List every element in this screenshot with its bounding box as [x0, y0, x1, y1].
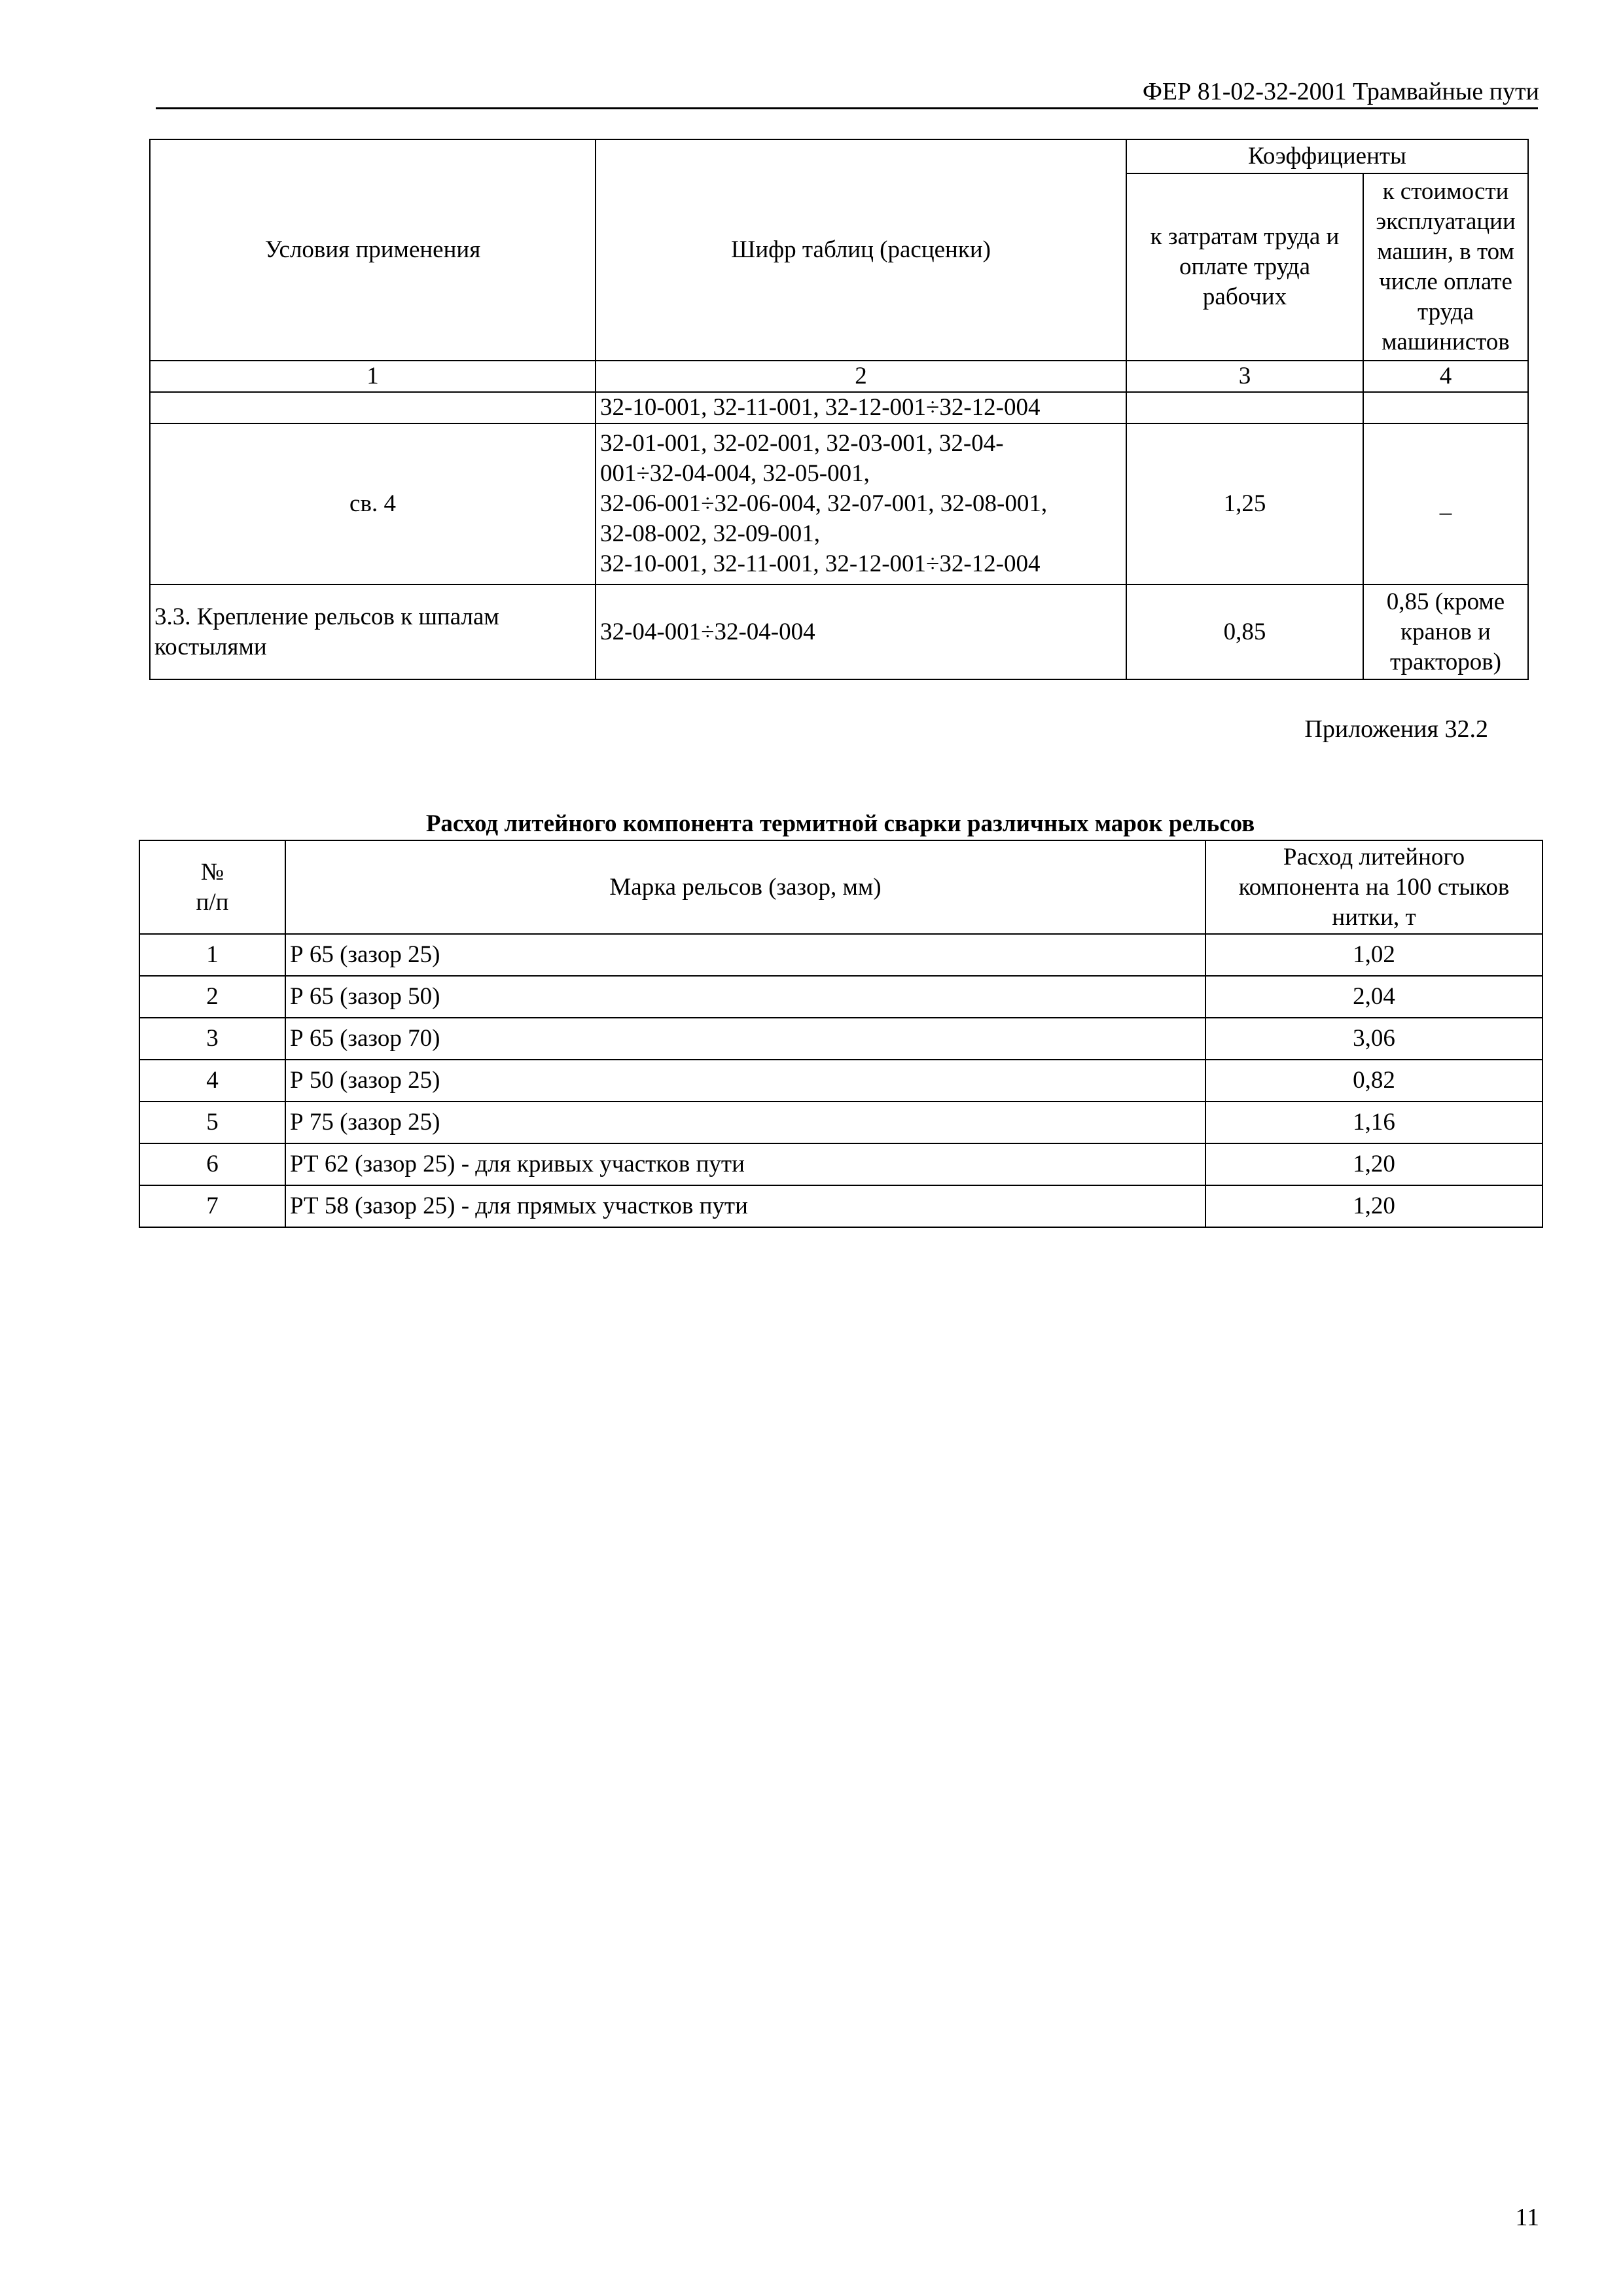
cell-rail-grade: Р 50 (зазор 25) — [285, 1060, 1205, 1102]
header-labor-coefficient — [1126, 173, 1363, 361]
header-row-number — [139, 840, 285, 934]
cell-rail-grade: Р 65 (зазор 25) — [285, 934, 1205, 976]
machines-line: тракторов) — [1389, 648, 1501, 675]
appendix-label: Приложения 32.2 — [1304, 715, 1488, 743]
table-row — [139, 1102, 1543, 1143]
cell-row-number: 2 — [139, 976, 285, 1018]
rail-consumption-table — [139, 840, 1543, 1228]
machines-line: 0,85 (кроме — [1386, 588, 1505, 615]
cell-table-code — [596, 423, 1126, 584]
cell-row-number: 1 — [139, 934, 285, 976]
table-row — [139, 934, 1543, 976]
cell-table-code — [596, 392, 1126, 423]
cell-machines-coefficient — [1363, 584, 1528, 679]
header-consumption — [1205, 840, 1543, 934]
cell-rail-grade: Р 65 (зазор 50) — [285, 976, 1205, 1018]
cell-row-number: 3 — [139, 1018, 285, 1060]
header-number-line: № — [200, 858, 224, 886]
header-consumption-line: нитки, т — [1332, 903, 1416, 931]
rail-table-caption: Расход литейного компонента термитной сварки различных марок рельсов — [425, 810, 1255, 837]
header-conditions: Условия применения — [150, 139, 596, 361]
table-row — [150, 584, 1528, 679]
cell-machines-coefficient — [1363, 392, 1528, 423]
code-line: 32-10-001, 32-11-001, 32-12-001÷32-12-004 — [600, 394, 1041, 421]
cell-labor-coefficient: 1,25 — [1126, 423, 1363, 584]
conditions-line: 3.3. Крепление рельсов к шпалам — [154, 603, 499, 630]
table-row — [139, 976, 1543, 1018]
cell-consumption: 3,06 — [1205, 1018, 1543, 1060]
header-coefficients: Коэффициенты — [1126, 139, 1528, 173]
cell-consumption: 1,02 — [1205, 934, 1543, 976]
page-number: 11 — [1515, 2204, 1539, 2231]
table-row — [139, 1143, 1543, 1185]
header-labor-line: рабочих — [1202, 283, 1287, 310]
document-header-title: ФЕР 81-02-32-2001 Трамвайные пути — [1142, 78, 1539, 105]
cell-conditions — [150, 423, 596, 584]
header-consumption-line: компонента на 100 стыков — [1238, 873, 1510, 901]
cell-consumption: 1,20 — [1205, 1185, 1543, 1227]
code-line: 32-04-001÷32-04-004 — [600, 618, 815, 645]
cell-row-number: 5 — [139, 1102, 285, 1143]
cell-labor-coefficient — [1126, 392, 1363, 423]
cell-conditions — [150, 584, 596, 679]
table-row — [150, 392, 1528, 423]
header-number-line: п/п — [196, 888, 229, 916]
cell-consumption: 2,04 — [1205, 976, 1543, 1018]
column-number: 1 — [150, 361, 596, 392]
cell-rail-grade: РТ 58 (зазор 25) - для прямых участков пути — [285, 1185, 1205, 1227]
machines-line: кранов и — [1400, 618, 1491, 645]
cell-consumption: 1,16 — [1205, 1102, 1543, 1143]
header-rail-grade: Марка рельсов (зазор, мм) — [285, 840, 1205, 934]
table-row — [139, 1185, 1543, 1227]
conditions-line: св. 4 — [349, 490, 396, 517]
cell-conditions — [150, 392, 596, 423]
header-labor-line: к затратам труда и — [1150, 223, 1340, 250]
code-line: 001÷32-04-004, 32-05-001, — [600, 460, 870, 487]
table-row — [139, 1060, 1543, 1102]
header-consumption-line: Расход литейного — [1283, 843, 1465, 870]
header-machines-line: к стоимости — [1382, 178, 1509, 205]
code-line: 32-08-002, 32-09-001, — [600, 520, 821, 547]
cell-table-code — [596, 584, 1126, 679]
cell-rail-grade: РТ 62 (зазор 25) - для кривых участков пути — [285, 1143, 1205, 1185]
cell-rail-grade: Р 75 (зазор 25) — [285, 1102, 1205, 1143]
machines-line: – — [1439, 499, 1452, 526]
header-machines-line: числе оплате — [1379, 268, 1512, 295]
cell-labor-coefficient: 0,85 — [1126, 584, 1363, 679]
table-row — [139, 1018, 1543, 1060]
cell-rail-grade: Р 65 (зазор 70) — [285, 1018, 1205, 1060]
header-machines-line: машинистов — [1382, 329, 1510, 355]
header-rule — [156, 107, 1538, 109]
header-labor-line: оплате труда — [1179, 253, 1311, 280]
coefficients-table — [149, 139, 1529, 680]
code-line: 32-10-001, 32-11-001, 32-12-001÷32-12-004 — [600, 550, 1041, 577]
cell-row-number: 6 — [139, 1143, 285, 1185]
cell-machines-coefficient — [1363, 423, 1528, 584]
column-number: 3 — [1126, 361, 1363, 392]
code-line: 32-06-001÷32-06-004, 32-07-001, 32-08-001, — [600, 490, 1048, 517]
cell-consumption: 0,82 — [1205, 1060, 1543, 1102]
header-machines-line: машин, в том — [1377, 238, 1514, 265]
table-row — [150, 423, 1528, 584]
conditions-line: костылями — [154, 633, 267, 660]
header-machines-coefficient — [1363, 173, 1528, 361]
header-machines-line: труда — [1417, 298, 1474, 325]
code-line: 32-01-001, 32-02-001, 32-03-001, 32-04- — [600, 430, 1004, 457]
header-machines-line: эксплуатации — [1376, 208, 1516, 235]
cell-consumption: 1,20 — [1205, 1143, 1543, 1185]
cell-row-number: 4 — [139, 1060, 285, 1102]
column-number: 4 — [1363, 361, 1528, 392]
cell-row-number: 7 — [139, 1185, 285, 1227]
header-table-code: Шифр таблиц (расценки) — [596, 139, 1126, 361]
column-number: 2 — [596, 361, 1126, 392]
